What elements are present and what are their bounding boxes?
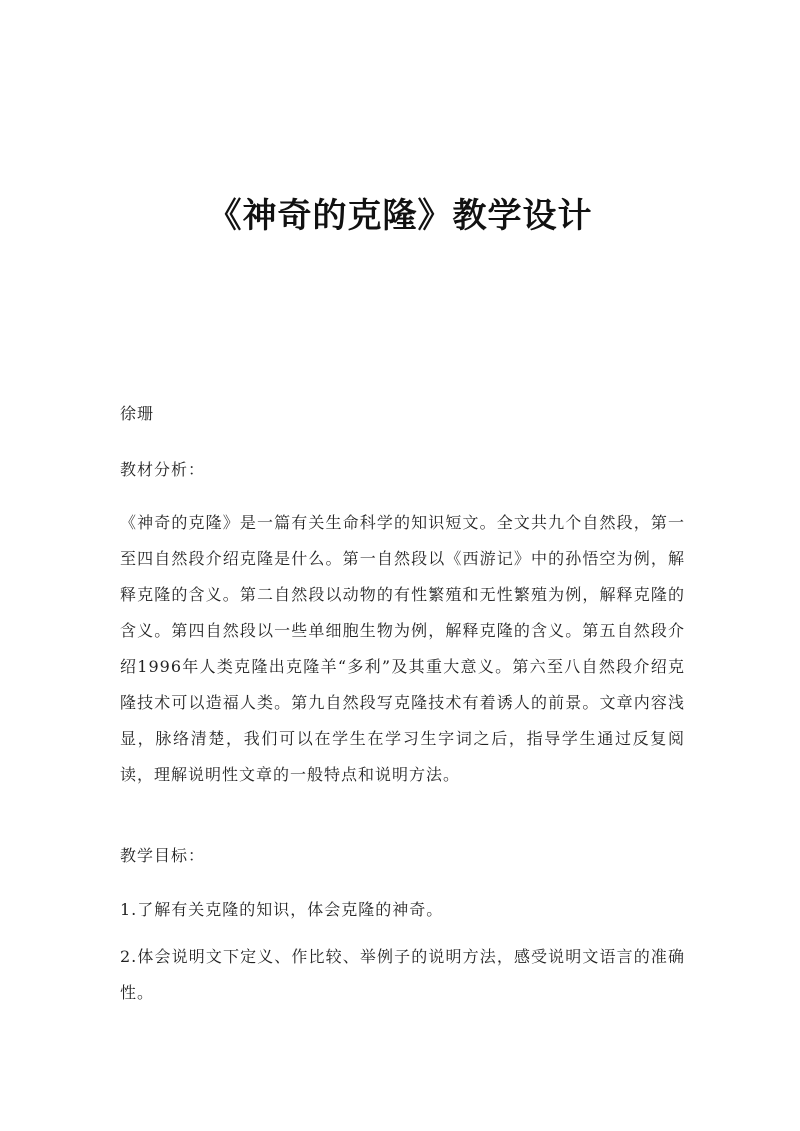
document-title: 《神奇的克隆》教学设计 (207, 196, 593, 236)
goal-item-1: 1.了解有关克隆的知识，体会克隆的神奇。 (120, 900, 444, 919)
goal-item-2: 2.体会说明文下定义、作比较、举例子的说明方法，感受说明文语言的准确性。 (120, 947, 685, 1002)
goals-heading: 教学目标： (120, 846, 206, 865)
author-name: 徐珊 (120, 404, 155, 423)
analysis-heading: 教材分析： (120, 460, 206, 479)
analysis-paragraph: 《神奇的克隆》是一篇有关生命科学的知识短文。全文共九个自然段，第一至四自然段介绍克隆是什么。第一自然段以《西游记》中的孙悟空为例，解释克隆的含义。第二自然段以动物的有性繁殖和无性繁殖为例，解释克隆的含义。第四自然段以一些单细胞生物为例，解释克隆的含义。第五自然段介绍1996年人类克隆出克隆羊“多利”及其重大意义。第六至八自然段介绍克隆技术可以造福人类。第九自然段写克隆技术有着诱人的前景。文章内容浅显，脉络清楚，我们可以在学生在学习生字词之后，指导学生通过反复阅读，理解说明性文章的一般特点和说明方法。 (120, 513, 685, 784)
